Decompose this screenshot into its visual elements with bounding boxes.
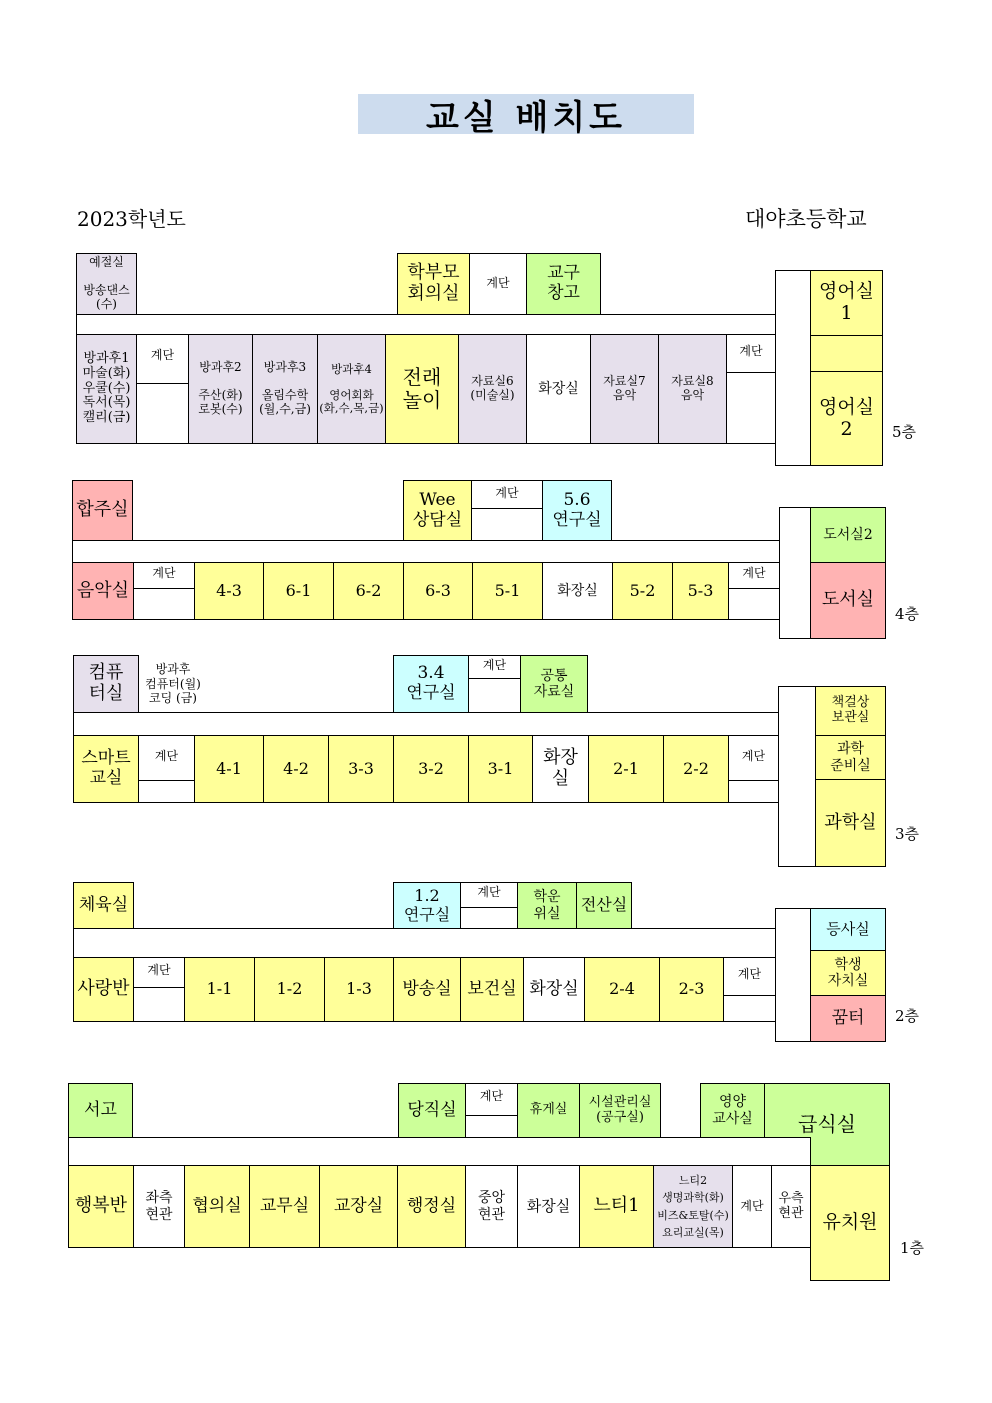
stairs-label: 계단: [741, 749, 766, 763]
room-night-duty[interactable]: 당직실: [398, 1083, 466, 1138]
stairs-divider: [727, 372, 775, 373]
stairs-divider: [724, 995, 775, 996]
stairs-divider: [134, 987, 184, 988]
stairs-label: 계단: [152, 566, 176, 580]
right-corridor: [778, 686, 816, 867]
room-gym[interactable]: 체육실: [73, 882, 134, 929]
room-afterschool-1[interactable]: 방과후1 마술(화) 우쿨(수) 독서(목) 캘리(금): [76, 334, 137, 444]
room-jaryo-6[interactable]: 자료실6 (미술실): [458, 334, 527, 444]
room-jaryo-8[interactable]: 자료실8 음악: [658, 334, 727, 444]
school-year: 2023학년도: [77, 207, 186, 231]
room-science-prep[interactable]: 과학 준비실: [815, 735, 886, 780]
stairs-label: 계단: [742, 566, 766, 580]
stairs-top: [460, 882, 518, 929]
classroom-2-1[interactable]: 2-1: [588, 735, 664, 803]
room-meeting[interactable]: 협의실: [184, 1165, 250, 1248]
stairs-right: [728, 562, 780, 620]
room-afterschool-4[interactable]: 방과후4 영어회화 (화,수,목,금): [317, 334, 386, 444]
room-jeonrae[interactable]: 전래 놀이: [385, 334, 459, 444]
classroom-4-3[interactable]: 4-3: [194, 562, 264, 620]
room-dream[interactable]: 꿈터: [810, 995, 886, 1042]
stairs-right: [723, 957, 776, 1022]
room-english-2[interactable]: 영어실 2: [810, 371, 883, 466]
stairs-divider: [466, 1115, 517, 1116]
corridor: [72, 540, 780, 563]
room-lounge[interactable]: 휴게실: [517, 1083, 580, 1138]
room-smart[interactable]: 스마트 교실: [73, 735, 139, 803]
room-sarang[interactable]: 사랑반: [73, 957, 134, 1022]
stairs-label: 계단: [154, 749, 179, 763]
room-broadcast[interactable]: 방송실: [393, 957, 461, 1022]
room-health[interactable]: 보건실: [460, 957, 524, 1022]
left-entrance[interactable]: 좌측 현관: [133, 1165, 185, 1248]
room-student-council[interactable]: 학생 자치실: [810, 950, 886, 996]
classroom-3-3[interactable]: 3-3: [328, 735, 394, 803]
classroom-2-4[interactable]: 2-4: [584, 957, 660, 1022]
floor-label: 1층: [900, 1239, 925, 1257]
room-facility[interactable]: 시설관리실 (공구실): [579, 1083, 661, 1138]
classroom-1-1[interactable]: 1-1: [184, 957, 255, 1022]
stairs: 계단: [732, 1165, 772, 1248]
floor-label: 3층: [895, 825, 920, 843]
corridor: [73, 712, 779, 736]
room-school-council[interactable]: 학운 위실: [517, 882, 577, 929]
room-hakbumo[interactable]: 학부모 회의실: [397, 253, 470, 315]
room-copy[interactable]: 등사실: [810, 908, 886, 951]
restroom[interactable]: 화장실: [523, 957, 585, 1022]
stairs-top: [468, 655, 521, 713]
school-name: 대야초등학교: [745, 207, 867, 231]
corridor: [76, 314, 776, 335]
room-gyogu[interactable]: 교구 창고: [526, 253, 601, 315]
classroom-5-2[interactable]: 5-2: [612, 562, 673, 620]
classroom-1-3[interactable]: 1-3: [324, 957, 394, 1022]
stairs-divider: [137, 383, 188, 384]
classroom-1-2[interactable]: 1-2: [254, 957, 325, 1022]
room-admin[interactable]: 행정실: [397, 1165, 466, 1248]
room-common-materials[interactable]: 공통 자료실: [520, 655, 588, 713]
room-neuti-1[interactable]: 느티1: [579, 1165, 654, 1248]
room-afterschool-3[interactable]: 방과후3 올림수학 (월,수,금): [252, 334, 318, 444]
classroom-6-2[interactable]: 6-2: [333, 562, 404, 620]
restroom[interactable]: 화장 실: [532, 735, 589, 803]
stairs-divider: [729, 780, 778, 781]
stairs-right: [726, 334, 776, 444]
room-computer[interactable]: 컴퓨 터실: [73, 655, 139, 713]
classroom-6-1[interactable]: 6-1: [263, 562, 334, 620]
stairs-top: [471, 480, 543, 541]
stairs-label: 계단: [150, 348, 175, 362]
stairs-divider: [139, 780, 194, 781]
classroom-3-2[interactable]: 3-2: [393, 735, 469, 803]
room-afterschool-2[interactable]: 방과후2 주산(화) 로봇(수): [188, 334, 253, 444]
restroom[interactable]: 화장실: [542, 562, 613, 620]
room-library-2[interactable]: 도서실2: [810, 507, 886, 563]
restroom[interactable]: 화장실: [517, 1165, 580, 1248]
room-nutrition[interactable]: 영양 교사실: [700, 1083, 765, 1138]
stairs-left: [133, 562, 195, 620]
floor-label: 4층: [895, 605, 920, 623]
classroom-2-2[interactable]: 2-2: [663, 735, 729, 803]
stairs: 계단: [469, 253, 527, 315]
room-jaryo-7[interactable]: 자료실7 음악: [590, 334, 659, 444]
classroom-3-1[interactable]: 3-1: [468, 735, 533, 803]
room-research-12[interactable]: 1.2 연구실: [393, 882, 461, 929]
floor-label: 5층: [892, 423, 917, 441]
floor-label: 2층: [895, 1007, 920, 1025]
stairs-divider: [134, 588, 194, 589]
stairs-label: 계단: [147, 963, 171, 977]
classroom-2-3[interactable]: 2-3: [659, 957, 724, 1022]
stairs-label: 계단: [479, 1089, 504, 1103]
stairs-right: [728, 735, 779, 803]
classroom-4-1[interactable]: 4-1: [194, 735, 264, 803]
room-music[interactable]: 음악실: [72, 562, 134, 620]
computer-note: 방과후 컴퓨터(월) 코딩 (금): [145, 662, 201, 706]
stairs-divider: [461, 907, 517, 908]
stairs-label: 계단: [477, 885, 501, 899]
room-yejeol[interactable]: 예절실 방송댄스 (수): [76, 253, 137, 315]
room-research-34[interactable]: 3.4 연구실: [393, 655, 469, 713]
room-neuti-2[interactable]: 느티2 생명과학(화) 비즈&토탈(수) 요리교실(목): [653, 1165, 733, 1248]
room-stacks[interactable]: 서고: [68, 1083, 133, 1138]
right-entrance[interactable]: 우측 현관: [771, 1165, 811, 1248]
room-library[interactable]: 도서실: [810, 562, 886, 639]
restroom[interactable]: 화장실: [526, 334, 591, 444]
room-kindergarten[interactable]: 유치원: [810, 1165, 890, 1281]
room-computing[interactable]: 전산실: [576, 882, 632, 929]
corridor: [68, 1137, 811, 1166]
room-wee[interactable]: Wee 상담실: [403, 480, 472, 541]
room-cafeteria[interactable]: 급식실: [764, 1083, 890, 1166]
stairs-top: [465, 1083, 518, 1138]
stairs-divider: [472, 508, 542, 509]
stairs-label: 계단: [482, 658, 507, 672]
stairs-divider: [469, 678, 520, 679]
room-english-1[interactable]: 영어실 1: [810, 270, 883, 336]
room-research-56[interactable]: 5.6 연구실: [542, 480, 612, 541]
classroom-6-3[interactable]: 6-3: [403, 562, 473, 620]
right-corridor: [779, 507, 811, 639]
page-title: 교실 배치도: [358, 94, 694, 134]
room-happy[interactable]: 행복반: [68, 1165, 134, 1248]
room-principal[interactable]: 교장실: [319, 1165, 398, 1248]
right-corridor: [775, 908, 811, 1042]
stairs-left: [138, 735, 195, 803]
stairs-left: [136, 334, 189, 444]
room-english-spacer: [810, 335, 883, 372]
stairs-label: 계단: [739, 344, 763, 358]
room-hapju[interactable]: 합주실: [72, 480, 133, 541]
classroom-4-2[interactable]: 4-2: [263, 735, 329, 803]
room-desk-storage[interactable]: 책걸상 보관실: [815, 686, 886, 736]
room-teachers[interactable]: 교무실: [249, 1165, 320, 1248]
stairs-label: 계단: [495, 486, 519, 500]
center-entrance[interactable]: 중앙 현관: [465, 1165, 518, 1248]
right-corridor: [775, 270, 811, 466]
stairs-left: [133, 957, 185, 1022]
corridor: [73, 928, 776, 958]
room-science[interactable]: 과학실: [815, 779, 886, 867]
classroom-5-1[interactable]: 5-1: [472, 562, 543, 620]
classroom-5-3[interactable]: 5-3: [672, 562, 729, 620]
stairs-label: 계단: [737, 967, 762, 981]
stairs-divider: [729, 588, 779, 589]
